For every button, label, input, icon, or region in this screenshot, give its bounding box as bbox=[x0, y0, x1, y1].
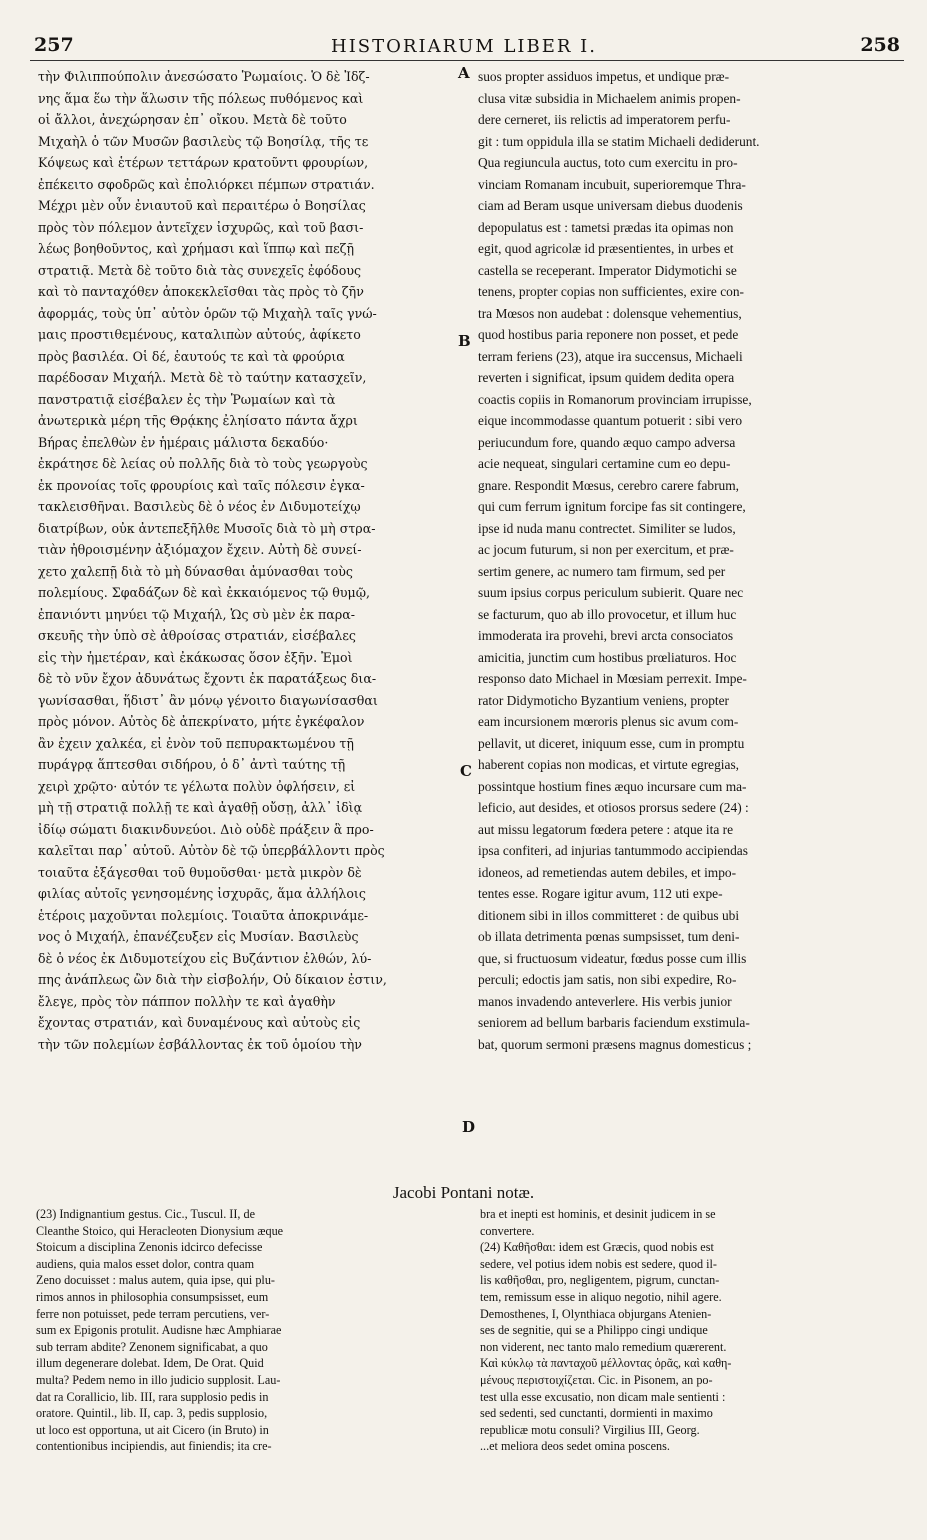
note-line: tem, remissum esse in aliquo negotio, nihil agere. bbox=[480, 1289, 722, 1304]
greek-text-line: γωνίσασθαι, ἥδιστ᾽ ἂν μόνῳ γένοιτο διαγωνίσασθαι bbox=[38, 692, 378, 708]
greek-text-line: πανστρατιᾷ εἰσέβαλεν ἐς τὴν Ῥωμαίων καὶ τὰ bbox=[38, 391, 336, 407]
greek-text-line: χειρὶ χρῷτο· αὐτόν τε γέλωτα πολὺν ὀφλήσειν, εἰ bbox=[38, 778, 356, 794]
latin-text-line: egit, quod agricolæ id præsentientes, in urbes et bbox=[478, 241, 734, 256]
greek-text-line: εἰς τὴν ἡμετέραν, καὶ ἐκάκωσας ὅσον ἐξῆν. Ἐμοὶ bbox=[38, 649, 353, 665]
latin-text-line: coactis copiis in Romanorum provinciam irrupisse, bbox=[478, 391, 752, 407]
latin-text-line: acie nequeat, singulari certamine cum eo depu- bbox=[478, 456, 731, 471]
note-line: Stoicum a disciplina Zenonis idcirco defecisse bbox=[36, 1240, 263, 1255]
greek-text-line: ἰδίῳ σώματι διακινδυνεύοι. Διὸ οὐδὲ πράξειν ἃ προ- bbox=[38, 821, 374, 837]
note-line: Καὶ κύκλῳ τὰ πανταχοῦ μέλλοντας ὁρᾶς, καὶ καθη- bbox=[480, 1356, 732, 1371]
latin-text-line: qui cum ferrum ignitum forcipe fas sit contingere, bbox=[478, 499, 746, 514]
note-line: dat ra Corallicio, lib. III, rara supplosio pedis in bbox=[36, 1389, 269, 1404]
greek-text-line: τοιαῦτα ἐξάγεσθαι τοῦ θυμοῦσθαι· μετὰ μικρὸν δὲ bbox=[38, 864, 362, 880]
latin-text-line: pellavit, ut diceret, iniquum esse, cum in promptu bbox=[478, 735, 745, 751]
latin-text-line: eique incommodasse quantum potuerit : sibi vero bbox=[478, 413, 743, 428]
latin-text-line: reverten i significat, ipsum quidem dedita opera bbox=[478, 370, 735, 385]
margin-mark-a: A bbox=[458, 64, 470, 82]
note-line: test ulla esse excusatio, non dicam male sentienti : bbox=[480, 1389, 726, 1404]
note-line: sedere, vel potius idem nobis est sedere, quod il- bbox=[480, 1256, 717, 1271]
latin-text-line: tenens, propter copias non sufficientes, exire con- bbox=[478, 284, 744, 299]
latin-text-line: rator Didymoticho Byzantium veniens, propter bbox=[478, 692, 730, 708]
latin-text-line: manos invadendo anteverlere. His verbis junior bbox=[478, 993, 732, 1009]
latin-text-line: responso dato Michael in Mœsiam perrexit. Impe- bbox=[478, 671, 747, 686]
latin-text-line: amicitia, junctim cum hostibus prœliaturos. Hoc bbox=[478, 649, 737, 665]
greek-text-line: Βήρας ἐπελθὼν ἐν ἡμέραις μάλιστα δεκαδύο· bbox=[38, 434, 329, 450]
latin-text-line: que, si fructuosum videatur, fœdus posse cum illis bbox=[478, 950, 747, 966]
greek-text-line: ἐκ προνοίας τοῖς φρουρίοις καὶ ταῖς πόλεσιν ἐγκα- bbox=[38, 477, 365, 493]
latin-text-line: seniorem ad bellum barbaris faciendum exstimula- bbox=[478, 1015, 750, 1030]
latin-text-line: depopulatus est : tametsi prædas ita opimas non bbox=[478, 219, 734, 235]
note-line: bra et inepti est hominis, et desinit judicem in se bbox=[480, 1207, 716, 1221]
greek-text-line: μὴ τῇ στρατιᾷ πολλῇ τε καὶ ἀγαθῇ οὔσῃ, ἀλλ᾽ ἰδὶᾳ bbox=[38, 800, 363, 815]
greek-text-line: ἂν ἐχειν χαλκέα, εἰ ἐνὸν τοῦ πεπυρακτωμένου τῇ bbox=[38, 735, 354, 751]
greek-text-line: οἱ ἄλλοι, ἀνεχώρησαν ἐπ᾽ οἴκου. Μετὰ δὲ τοῦτο bbox=[38, 112, 347, 127]
greek-text-line: πολεμίους. Σφαδάζων δὲ καὶ ἐκκαιόμενος τῷ θυμῷ, bbox=[38, 585, 370, 600]
greek-text-line: φιλίας αὐτοῖς γενησομένης ἰσχυρᾶς, ἅμα ἀλλήλοις bbox=[38, 886, 366, 901]
latin-text-line: terram feriens (23), atque ira succensus, Michaeli bbox=[478, 348, 743, 364]
latin-text-line: vinciam Romanam incubuit, superioremque Thra- bbox=[478, 176, 746, 192]
latin-text-line: Qua regiuncula auctus, toto cum exercitu in pro- bbox=[478, 155, 738, 170]
greek-text-line: καλεῖται παρ᾽ αὐτοῦ. Αὐτὸν δὲ τῷ ὑπερβάλλοντι πρὸς bbox=[38, 843, 385, 858]
note-line: Cleanthe Stoico, qui Heracleoten Dionysium æque bbox=[36, 1223, 284, 1238]
greek-text-line: διατρίβων, οὐκ ἀντεπεξῆλθε Μυσοῖς διὰ τὸ μὴ στρα- bbox=[38, 520, 376, 536]
greek-text-line: νης ἅμα ἕω τὴν ἅλωσιν τῆς πόλεως πυθόμενος καὶ bbox=[38, 90, 364, 106]
latin-text-line: ob illata detrimenta pœnas sumpsisset, tum deni- bbox=[478, 929, 740, 944]
greek-text-line: ἐκράτησε δὲ λείας οὐ πολλῆς διὰ τὸ τοὺς γεωργοὺς bbox=[38, 456, 368, 471]
latin-text-line: castella se receperant. Imperator Didymotichi se bbox=[478, 262, 737, 278]
latin-text-line: ditionem sibi in illos committeret : de quibus ubi bbox=[478, 907, 740, 923]
latin-text-column bbox=[478, 66, 904, 1055]
latin-text-line: haberent copias non modicas, et virtute egregias, bbox=[478, 757, 740, 772]
greek-text-line: δὲ ὁ νέος ἐκ Διδυμοτείχου εἰς Βυζάντιον ἐλθών, λύ- bbox=[38, 950, 372, 966]
greek-text-line: σκευῆς τὴν ὑπὸ σὲ ἀθροίσας στρατιάν, εἰσέβαλες bbox=[38, 628, 356, 643]
latin-text-line: ac jocum futurum, si non per exercitum, et præ- bbox=[478, 542, 734, 557]
latin-text-line: tra Mœsos non audebat : dolensque vehementius, bbox=[478, 305, 742, 321]
latin-text-line: eam incursionem mœroris plenus sic avum com- bbox=[478, 714, 739, 729]
greek-text-line: δὲ τὸ νῦν ἔχον ἀδυνάτως ἔχοντι ἐκ παρατάξεως δια- bbox=[38, 671, 377, 686]
greek-text-column bbox=[38, 66, 456, 1055]
page-header bbox=[28, 34, 900, 58]
greek-text-line: Μέχρι μὲν οὖν ἐνιαυτοῦ καὶ περαιτέρω ὁ Βοησίλας bbox=[38, 198, 366, 213]
greek-text-line: καὶ τὸ πανταχόθεν ἀποκεκλεῖσθαι τὰς πρὸς τὸ ζῆν bbox=[38, 284, 364, 299]
greek-text-line: νος ὁ Μιχαήλ, ἐπανέζευξεν εἰς Μυσίαν. Βασιλεὺς bbox=[38, 929, 359, 944]
running-title: HISTORIARUM LIBER I. bbox=[331, 36, 597, 57]
page-number-right: 258 bbox=[860, 34, 900, 56]
note-line: Demosthenes, I, Olynthiaca objurgans Atenien- bbox=[480, 1306, 712, 1321]
greek-text-line: παρέδοσαν Μιχαήλ. Μετὰ δὲ τὸ ταύτην κατασχεῖν, bbox=[38, 370, 367, 385]
latin-text-line: git : tum oppidula illa se statim Michaeli dediderunt. bbox=[478, 133, 760, 149]
greek-text-line: τὴν Φιλιππούπολιν ἀνεσώσατο Ῥωμαίοις. Ὁ δὲ Ἰδζ- bbox=[38, 69, 370, 84]
margin-mark-d: D bbox=[462, 1118, 476, 1136]
margin-mark-c: C bbox=[460, 762, 472, 780]
page-number-left: 257 bbox=[34, 34, 74, 56]
greek-text-line: πρὸς μόνον. Αὐτὸς δὲ ἀπεκρίνατο, μήτε ἐγκέφαλον bbox=[38, 714, 365, 729]
latin-text-line: quod hostibus paria reponere non posset, et pede bbox=[478, 327, 739, 342]
note-line: rimos annos in philosophia consumpsisset, eum bbox=[36, 1289, 269, 1304]
note-line: ferre non potuisset, pede terram percutiens, ver- bbox=[36, 1306, 270, 1321]
header-rule bbox=[30, 60, 904, 61]
greek-text-line: ἔλεγε, πρὸς τὸν πάππον πολλὴν τε καὶ ἀγαθὴν bbox=[38, 993, 336, 1009]
greek-text-line: ἔχοντας στρατιάν, καὶ δυναμένους καὶ αὐτοὺς εἰς bbox=[38, 1015, 361, 1030]
greek-text-line: ἐπανιόντι μηνύει τῷ Μιχαήλ, Ὡς σὺ μὲν ἐκ παρα- bbox=[38, 606, 355, 622]
greek-text-line: τὴν τῶν πολεμίων ἐσβάλλοντας ἐκ τοῦ ὁμοίου τὴν bbox=[38, 1036, 362, 1052]
latin-text-line: tentes esse. Rogare igitur avum, 112 uti expe- bbox=[478, 886, 723, 901]
latin-text-line: aut missu legatorum fœdera petere : atque ita re bbox=[478, 821, 734, 837]
note-line: (23) Indignantium gestus. Cic., Tuscul. II, de bbox=[36, 1207, 256, 1221]
greek-text-line: ἀφορμάς, τοὺς ὑπ᾽ αὐτὸν ὁρῶν τῷ Μιχαὴλ ταῖς γνώ- bbox=[38, 305, 377, 321]
note-line: non viderent, nec tanto malo remedium quærerent. bbox=[480, 1339, 727, 1354]
latin-text-line: se facturum, quo ab illo provocetur, et illum huc bbox=[478, 606, 737, 622]
note-line: Zeno docuisset : malus autem, quia ipse, qui plu- bbox=[36, 1273, 275, 1288]
note-line: ut loco est opportuna, ut ait Cicero (in Bruto) in bbox=[36, 1422, 269, 1437]
notes-heading: Jacobi Pontani notæ. bbox=[392, 1183, 535, 1202]
latin-text-line: perculi; edoctis jam satis, non sibi expedire, Ro- bbox=[478, 972, 737, 987]
note-line: convertere. bbox=[480, 1223, 535, 1238]
notes-right-column bbox=[480, 1206, 904, 1455]
note-line: sub terram abdite? Zenonem significabat, a quo bbox=[36, 1339, 268, 1354]
latin-text-line: sertim genere, ac numero tam firmum, sed per bbox=[478, 563, 726, 579]
latin-text-line: ciam ad Beram usque universam diebus duodenis bbox=[478, 198, 743, 213]
note-line: μένους περιστοιχίζεται. Cic. in Pisonem, an po- bbox=[480, 1372, 713, 1387]
note-line: ...et meliora deos sedet omina poscens. bbox=[480, 1439, 670, 1454]
note-line: lis καθῆσθαι, pro, negligentem, pigrum, cunctan- bbox=[480, 1273, 720, 1288]
latin-text-line: possintque hostium fines æquo incursare cum ma- bbox=[478, 778, 747, 794]
note-line: illum degenerare dolebat. Idem, De Orat. Quid bbox=[36, 1356, 264, 1371]
note-line: sed sedenti, sed cunctanti, dormienti in maximo bbox=[480, 1406, 713, 1421]
latin-text-line: suos propter assiduos impetus, et undique præ- bbox=[478, 69, 730, 84]
margin-mark-b: B bbox=[458, 332, 471, 350]
note-line: (24) Καθῆσθαι: idem est Græcis, quod nobis est bbox=[480, 1240, 714, 1255]
greek-text-line: μαις προστιθεμένους, καταλιπὼν αὐτούς, ἀφίκετο bbox=[38, 327, 361, 342]
greek-text-line: λέως βοηθοῦντος, καὶ χρήμασι καὶ ἵππῳ καὶ πεζῇ bbox=[38, 241, 355, 256]
note-line: multa? Pedem nemo in illo judicio supplosit. Lau- bbox=[36, 1372, 281, 1387]
greek-text-line: τιὰν ἠθροισμένην ἀξιόμαχον ἔχειν. Αὐτὴ δὲ συνεί- bbox=[38, 542, 362, 557]
latin-text-line: idoneos, ad remetiendas autem debiles, et impo- bbox=[478, 864, 737, 880]
greek-text-line: Κόψεως καὶ ἑτέρων τεττάρων κρατοῦντι φρουρίων, bbox=[38, 155, 369, 170]
greek-text-line: πρὸς βασιλέα. Οἱ δέ, ἑαυτούς τε καὶ τὰ φρούρια bbox=[38, 348, 345, 364]
latin-text-line: ipsa confiteri, ad injurias tantummodo accipiendas bbox=[478, 843, 748, 858]
greek-text-line: στρατιᾷ. Μετὰ δὲ τοῦτο διὰ τὰς συνεχεῖς ἐφόδους bbox=[38, 262, 362, 278]
greek-text-line: χετο χαλεπῇ διὰ τὸ μὴ δύνασθαι ἀμύνασθαι τοὺς bbox=[38, 563, 353, 579]
latin-text-line: immoderata ira provehi, brevi arcta consociatos bbox=[478, 628, 734, 643]
greek-text-line: τακλεισθῆναι. Βασιλεὺς δὲ ὁ νέος ἐν Διδυμοτείχῳ bbox=[38, 499, 361, 514]
latin-text-line: suum ipsius corpus periculum subierit. Quare nec bbox=[478, 585, 744, 600]
greek-text-line: πυράγρᾳ ἅπτεσθαι σιδήρου, ὁ δ᾽ ἀντὶ ταύτης τῇ bbox=[38, 757, 346, 772]
greek-text-line: ἀνωτερικὰ μέρη τῆς Θρᾴκης ἐληίσατο πάντα ἄχρι bbox=[38, 413, 358, 428]
note-line: ses de segnitie, qui se a Philippo cingi undique bbox=[480, 1323, 708, 1338]
greek-text-line: Μιχαὴλ ὁ τῶν Μυσῶν βασιλεὺς τῷ Βοησίλᾳ, τῆς τε bbox=[38, 133, 369, 149]
note-line: oratore. Quintil., lib. II, cap. 3, pedis supplosio, bbox=[36, 1406, 268, 1421]
latin-text-line: leficio, aut desides, et otiosos prorsus sedere (24) : bbox=[478, 800, 749, 815]
greek-text-line: ἑτέροις μαχοῦνται πολεμίοις. Τοιαῦτα ἀποκρινάμε- bbox=[38, 907, 369, 923]
notes-left-column bbox=[36, 1206, 456, 1455]
latin-text-line: ipse id nuda manu contrectet. Similiter se ludos, bbox=[478, 520, 736, 536]
greek-text-line: ἐπέκειτο σφοδρῶς καὶ ἐπολιόρκει πέμπων στρατιάν. bbox=[38, 176, 375, 192]
greek-text-line: πρὸς τὸν πόλεμον ἀντεῖχεν ἰσχυρῶς, καὶ τοῦ βασι- bbox=[38, 219, 364, 235]
latin-text-line: dere cerneret, iis relictis ad imperatorem perfu- bbox=[478, 112, 731, 127]
note-line: audiens, quia malos esset dolor, contra quam bbox=[36, 1256, 255, 1271]
greek-text-line: πης ἀνάπλεως ὢν διὰ τὴν εἰσβολήν, Οὐ δίκαιον ἐστιν, bbox=[38, 972, 387, 987]
note-line: sum ex Epigonis protulit. Audisne hæc Amphiarae bbox=[36, 1323, 282, 1338]
latin-text-line: clusa vitæ subsidia in Michaelem animis propen- bbox=[478, 90, 741, 106]
note-line: republicæ motu consuli? Virgilius III, Georg. bbox=[480, 1422, 700, 1437]
latin-text-line: gnare. Respondit Mœsus, cerebro carere fabrum, bbox=[478, 477, 740, 493]
latin-text-line: bat, quorum sermoni præsens magnus domesticus ; bbox=[478, 1036, 752, 1052]
latin-text-line: periucundum fore, quando æquo campo adversa bbox=[478, 434, 736, 450]
note-line: contentionibus incipiendis, aut finiendis; ita cre- bbox=[36, 1439, 272, 1454]
